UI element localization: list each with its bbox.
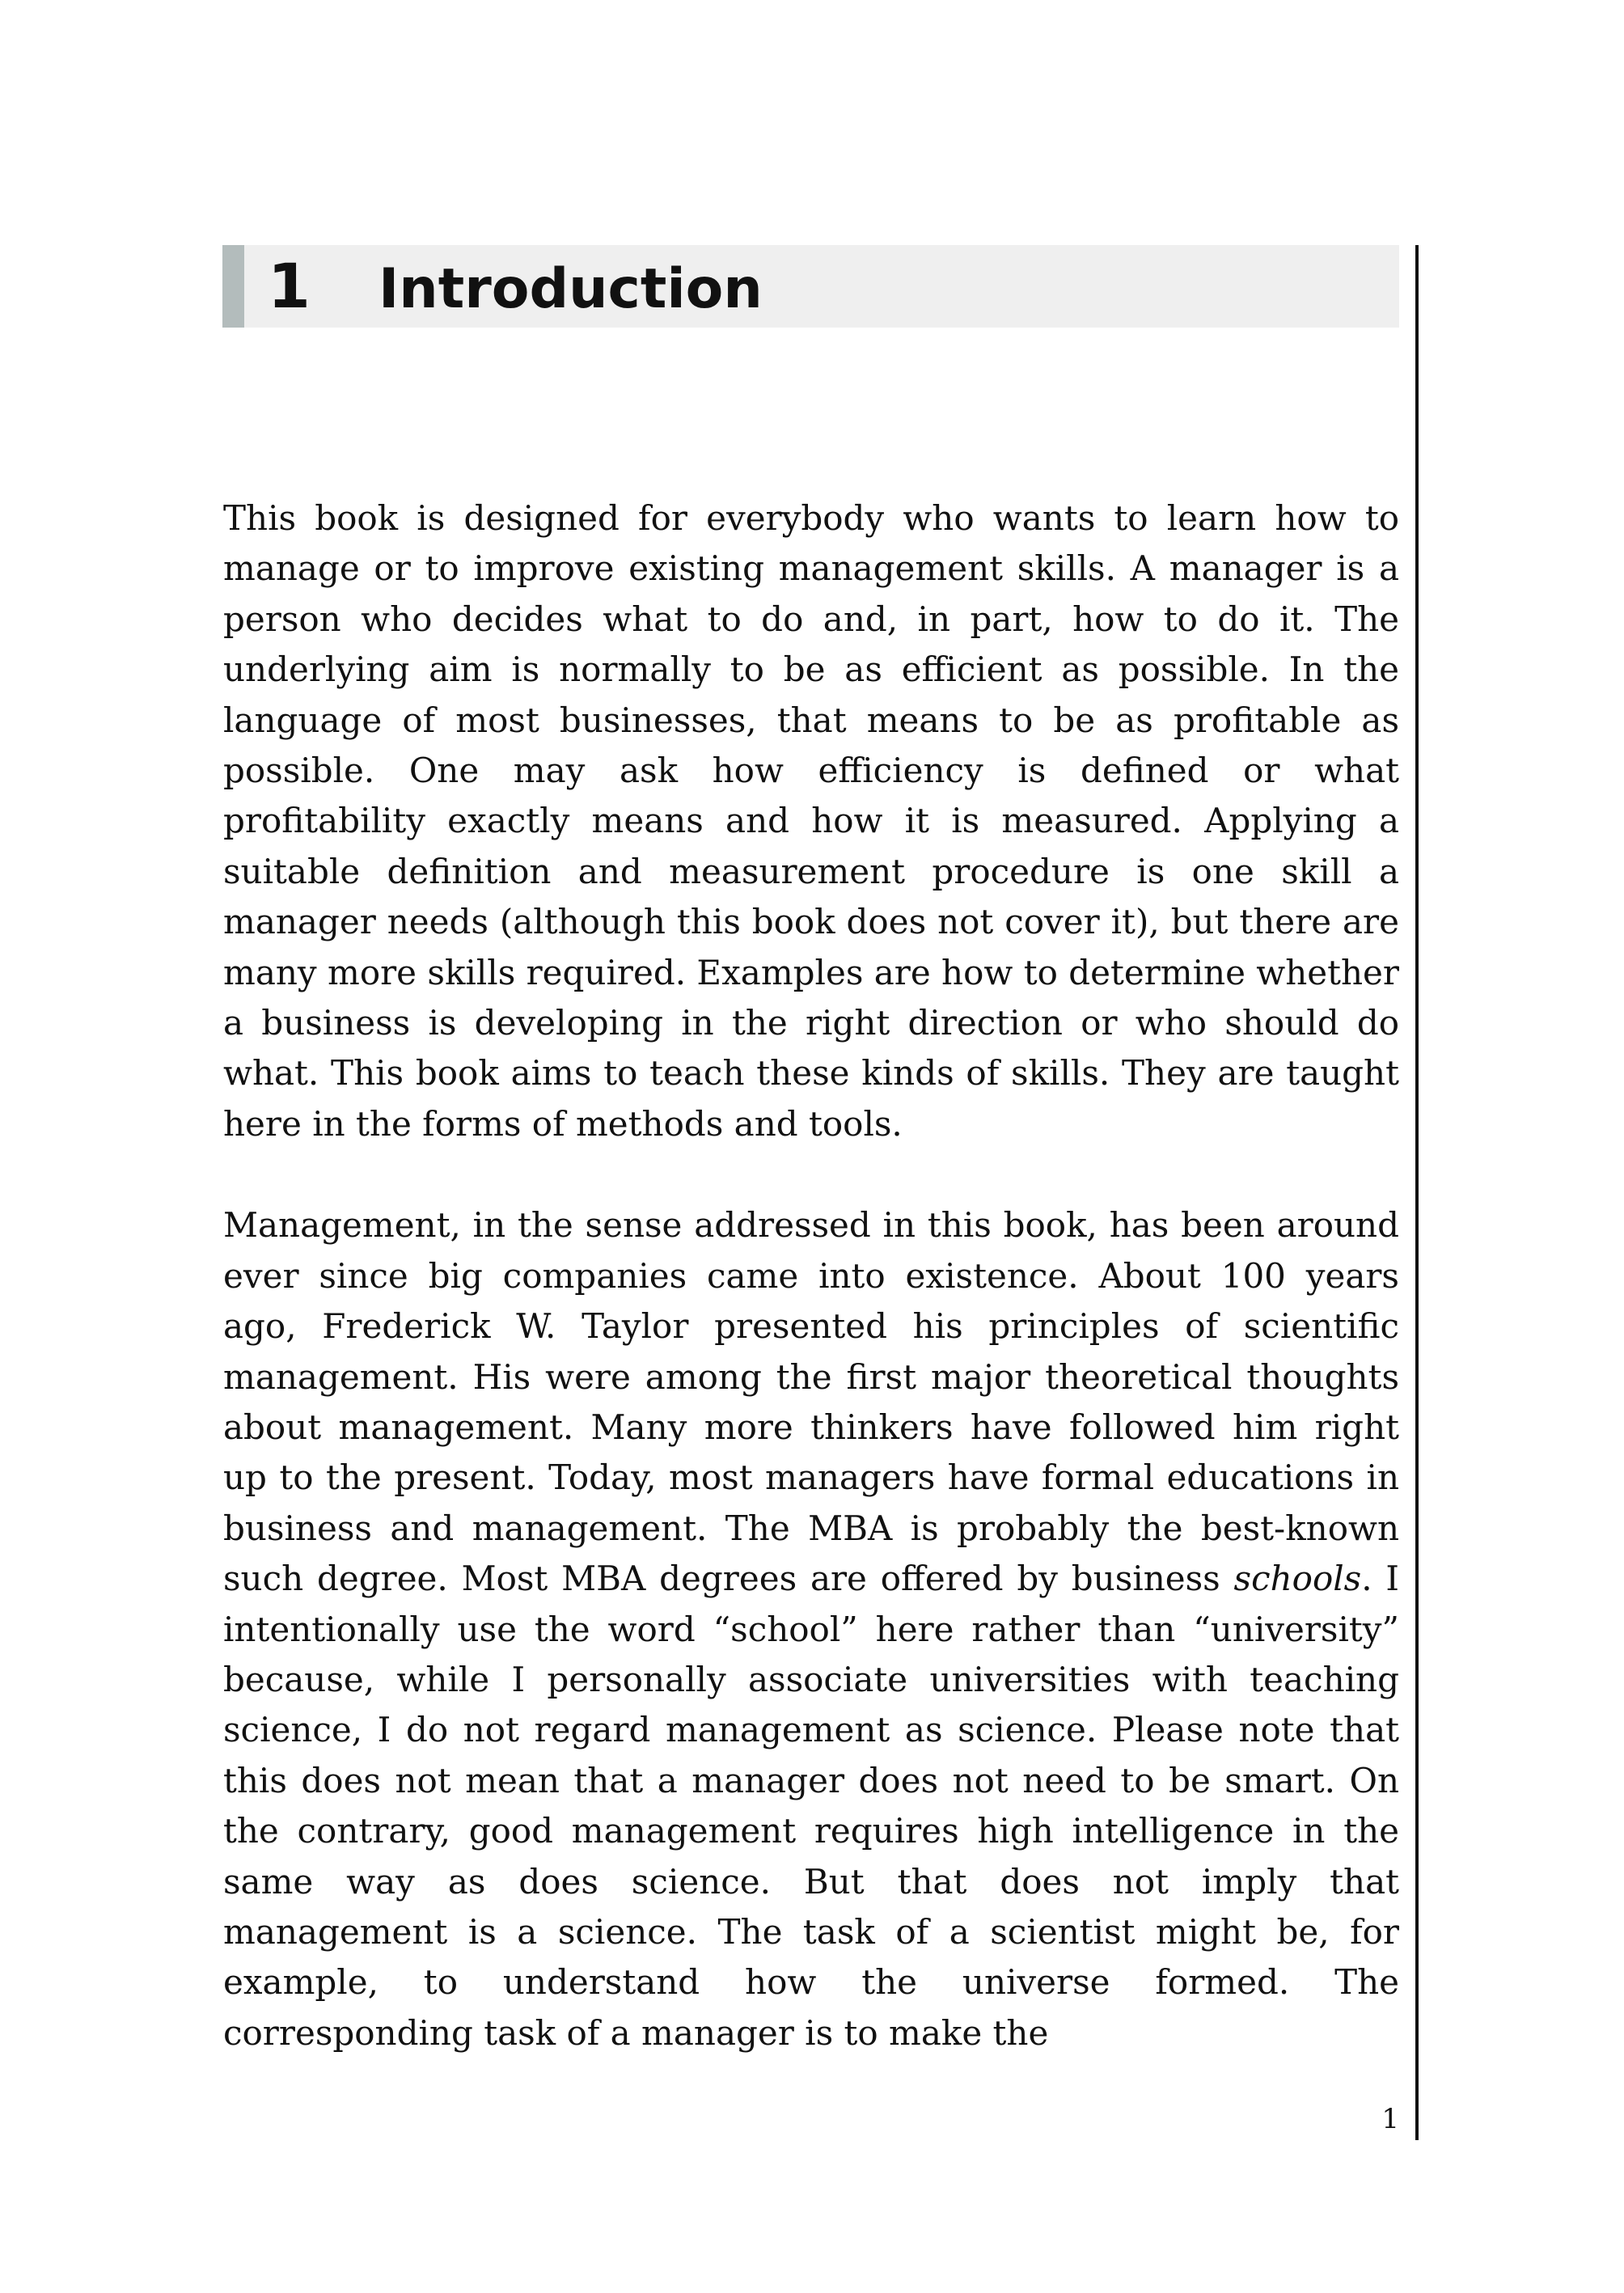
chapter-heading	[222, 245, 1399, 328]
paragraph-2	[223, 1200, 1399, 2058]
chapter-number: 1	[268, 250, 311, 322]
chapter-accent-bar	[222, 245, 244, 328]
paragraph-2-part-2: . I intentionally use the word “school” here rather than “university” because, while I personally associate universities with teaching science, I do not regard management as science. Please note that this does not mean that a manager does not need to be smart. On the contrary, good management requires high intelligence in the same way as does science. But that does not imply that management is a science. The task of a scientist might be, for example, to understand how the universe formed. The corresponding task of a manager is to make the	[223, 1559, 1399, 2053]
paragraph-2-emphasis: schools	[1233, 1559, 1362, 1599]
chapter-title: Introduction	[379, 257, 763, 321]
margin-rule	[1415, 245, 1419, 2140]
paragraph-1: This book is designed for everybody who wants to learn how to manage or to improve existing management skills. A manager is a person who decides what to do and, in part, how to do it. The underlying aim is normally to be as efficient as possible. In the language of most businesses, that means to be as profitable as possible. One may ask how efficiency is defined or what profitability exactly means and how it is measured. Applying a suitable definition and measurement procedure is one skill a manager needs (although this book does not cover it), but there are many more skills required. Examples are how to determine whether a business is developing in the right direction or who should do what. This book aims to teach these kinds of skills. They are taught here in the forms of methods and tools.	[223, 498, 1399, 1144]
body-text	[223, 493, 1399, 2109]
page-number: 1	[1381, 2103, 1399, 2135]
paragraph-2-part-1: Management, in the sense addressed in this book, has been around ever since big companies came into existence. About 100 years ago, Frederick W. Taylor presented his principles of scientific management. His were among the first major theoretical thoughts about management. Many more thinkers have followed him right up to the present. Today, most managers have formal educations in business and management. The MBA is probably the best-known such degree. Most MBA degrees are offered by business	[223, 1205, 1399, 1599]
